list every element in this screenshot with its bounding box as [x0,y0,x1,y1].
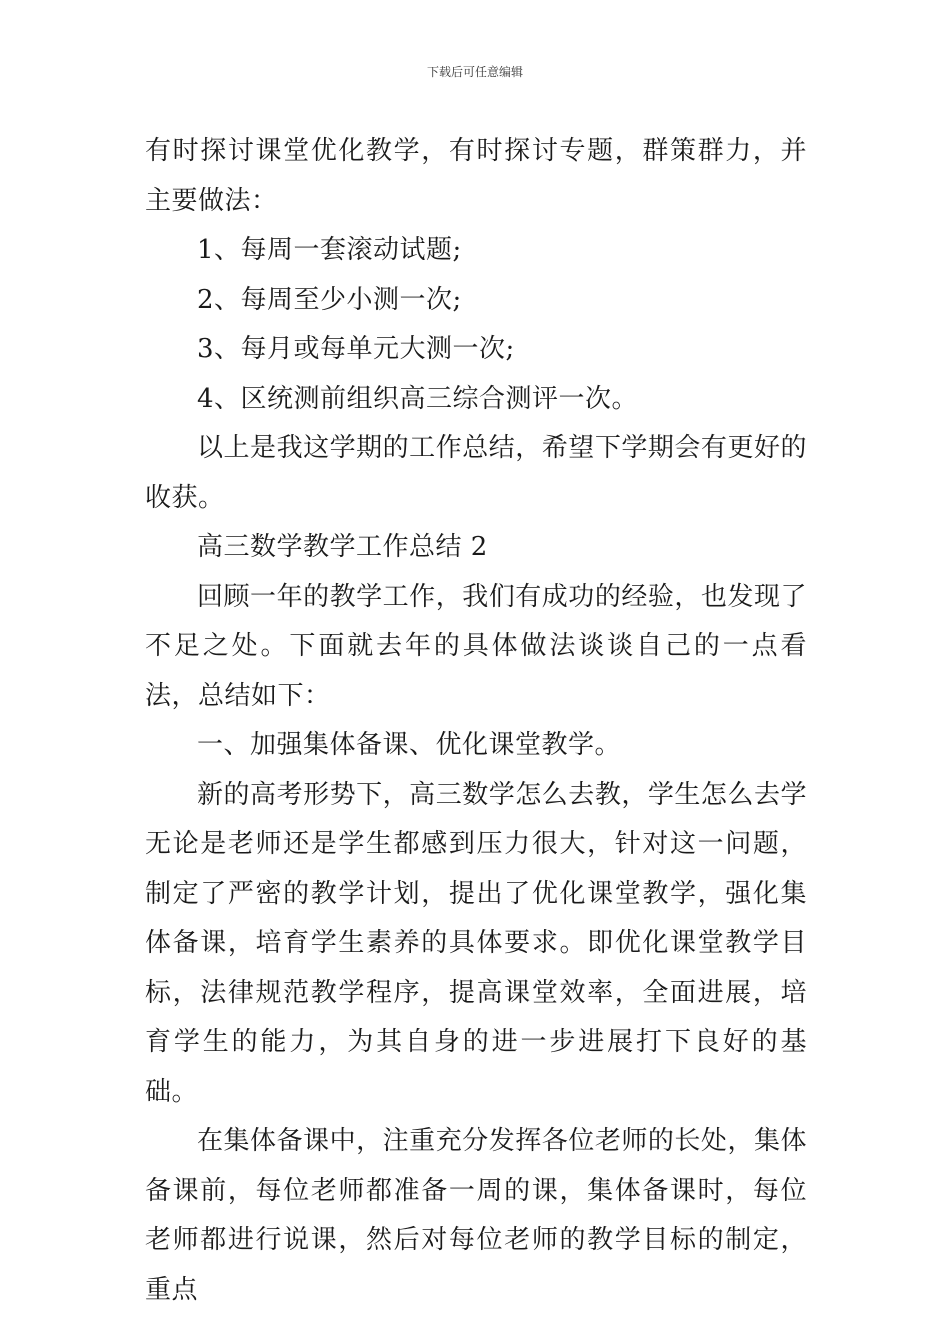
paragraph-intro: 回顾一年的教学工作，我们有成功的经验，也发现了不足之处。下面就去年的具体做法谈谈自己的一点看法，总结如下： [145,581,807,711]
list-item-3: 3、每月或每单元大测一次; [197,334,515,364]
subheading-1: 一、加强集体备课、优化课堂教学。 [197,730,622,760]
list-item-2: 2、每周至少小测一次; [197,284,462,315]
paragraph-collective-prep: 在集体备课中，注重充分发挥各位老师的长处，集体备课前，每位老师都准备一周的课，集体备课时，每位老师都进行说课，然后对每位老师的教学目标的制定，重点 [145,1126,807,1305]
section-title: 高三数学教学工作总结 2 [197,532,488,562]
list-item-4: 4、区统测前组织高三综合测评一次。 [197,383,639,414]
document-body [145,127,807,1315]
list-item-1: 1、每周一套滚动试题; [197,235,462,265]
paragraph-conclusion: 以上是我这学期的工作总结，希望下学期会有更好的收获。 [145,433,807,513]
page-header: 下载后可任意编辑 [426,65,523,79]
paragraph-teaching: 新的高考形势下，高三数学怎么去教，学生怎么去学无论是老师还是学生都感到压力很大，针对这一问题，制定了严密的教学计划，提出了优化课堂教学，强化集体备课，培育学生素养的具体要求。即优化课堂教学目标，法律规范教学程序，提高课堂效率，全面进展，培育学生的能力，为其自身的进一步进展打下良好的基础。 [145,779,807,1107]
paragraph-1: 有时探讨课堂优化教学，有时探讨专题，群策群力，并主要做法： [145,136,807,216]
